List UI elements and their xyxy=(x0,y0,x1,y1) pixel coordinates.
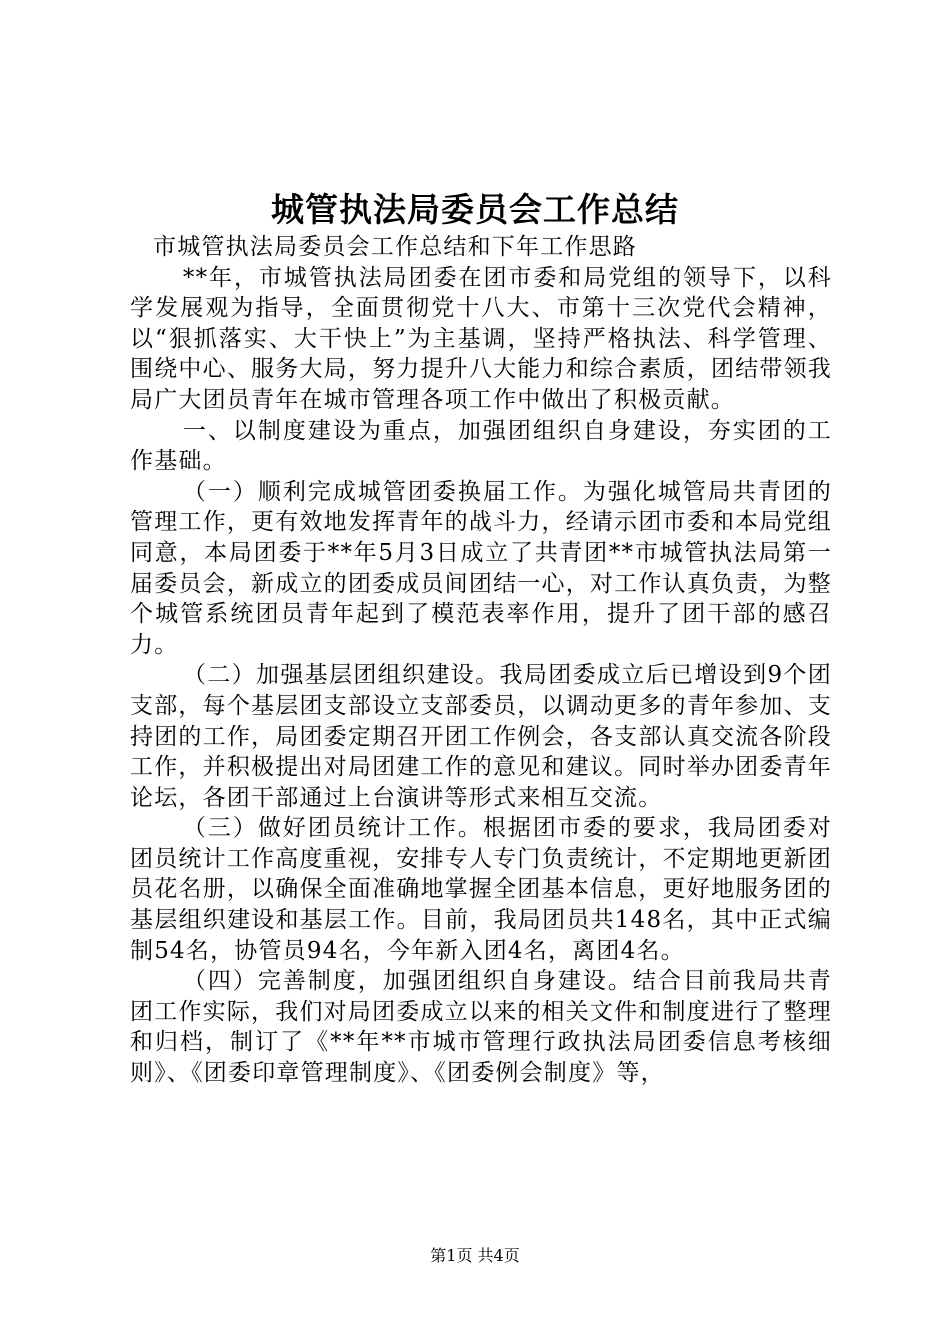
page-footer: 第1页 共4页 xyxy=(430,1246,520,1265)
document-body xyxy=(130,232,832,1089)
paragraph-item-4: （四）完善制度，加强团组织自身建设。结合目前我局共青团工作实际，我们对局团委成立以来的相关文件和制度进行了整理和归档，制订了《**年**市城市管理行政执法局团委信息考核细则》、《团委印章管理制度》、《团委例会制度》等， xyxy=(130,968,832,1087)
document-subtitle: 市城管执法局委员会工作总结和下年工作思路 xyxy=(153,234,637,260)
document-title: 城管执法局委员会工作总结 xyxy=(271,190,679,229)
section-heading-1: 一、以制度建设为重点，加强团组织自身建设，夯实团的工作基础。 xyxy=(130,417,832,475)
paragraph-intro: **年，市城管执法局团委在团市委和局党组的领导下，以科学发展观为指导，全面贯彻党十八大、市第十三次党代会精神，以“狠抓落实、大干快上”为主基调，坚持严格执法、科学管理、围绕中心、服务大局，努力提升八大能力和综合素质，团结带领我局广大团员青年在城市管理各项工作中做出了积极贡献。 xyxy=(130,264,832,413)
paragraph-item-1: （一）顺利完成城管团委换届工作。为强化城管局共青团的管理工作，更有效地发挥青年的战斗力，经请示团市委和本局党组同意，本局团委于**年5月3日成立了共青团**市城管执法局第一届委员会，新成立的团委成员间团结一心，对工作认真负责，为整个城管系统团员青年起到了模范表率作用，提升了团干部的感召力。 xyxy=(130,478,832,658)
paragraph-item-3: （三）做好团员统计工作。根据团市委的要求，我局团委对团员统计工作高度重视，安排专人专门负责统计，不定期地更新团员花名册，以确保全面准确地掌握全团基本信息，更好地服务团的基层组织建设和基层工作。目前，我局团员共148名，其中正式编制54名，协管员94名，今年新入团4名，离团4名。 xyxy=(130,815,832,964)
paragraph-item-2: （二）加强基层团组织建设。我局团委成立后已增设到9个团支部，每个基层团支部设立支部委员，以调动更多的青年参加、支持团的工作，局团委定期召开团工作例会，各支部认真交流各阶段工作，并积极提出对局团建工作的意见和建议。同时举办团委青年论坛，各团干部通过上台演讲等形式来相互交流。 xyxy=(130,662,832,811)
